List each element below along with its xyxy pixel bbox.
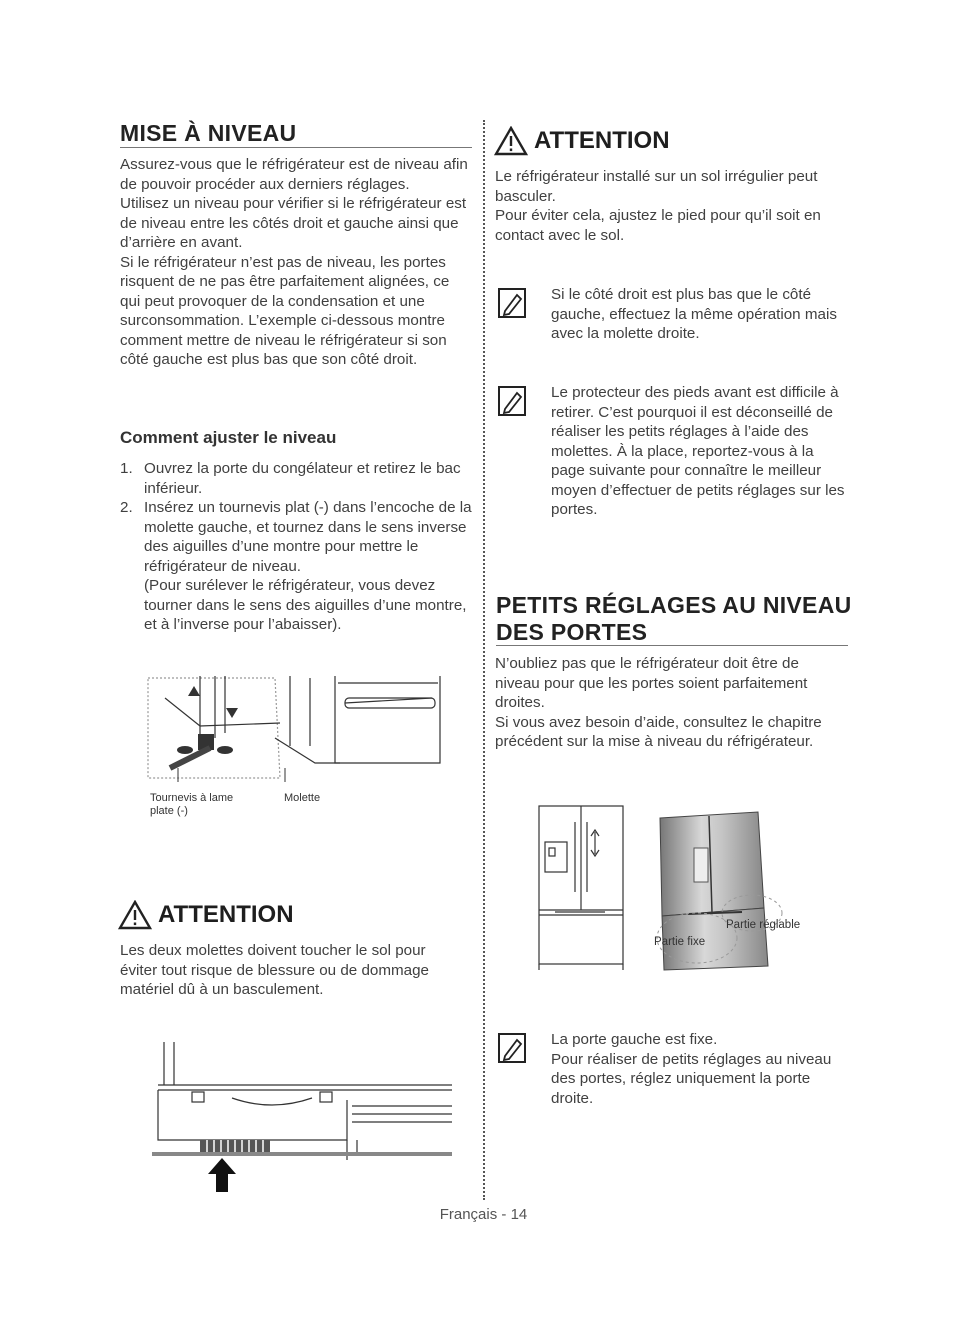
warning-icon [494, 126, 528, 156]
step-text: Insérez un tournevis plat (-) dans l’encoche de la molette gauche, et tournez dans le sens inverse des aiguilles d’une montre pour mettre le réfrigérateur de niveau. [144, 499, 472, 575]
attention-title: ATTENTION [158, 901, 294, 928]
title-rule [496, 645, 848, 646]
note-icon [497, 287, 527, 319]
section-paragraph: N’oubliez pas que le réfrigérateur doit être de niveau pour que les portes soient parfaitement droites. [495, 655, 808, 711]
note-3 [497, 1030, 849, 1108]
attention-title: ATTENTION [534, 127, 670, 154]
subheading-comment-ajuster: Comment ajuster le niveau [120, 428, 337, 447]
caption-screwdriver: Tournevis à lame plate (-) [150, 792, 234, 817]
steps-list [120, 459, 472, 635]
intro-paragraph: Si le réfrigérateur n’est pas de niveau, les portes risquent de ne pas être parfaitement alignées, ce qui peut provoquer de la condensation et une surconsommation. L’exemple ci-dessous montre comment mettre de niveau le réfrigérateur si son côté gauche est plus bas que son côté droit. [120, 253, 450, 368]
list-item [120, 459, 472, 498]
section-paragraph: Si vous avez besoin d’aide, consultez le chapitre précédent sur la mise à niveau du réfrigérateur. [495, 713, 822, 750]
note-2 [497, 383, 849, 520]
section-title-petits-reglages-line2: DES PORTES [496, 619, 648, 645]
column-divider [483, 120, 485, 1200]
floor-contact-figure [152, 1040, 457, 1195]
leveling-wheel-figure [140, 668, 450, 786]
section-title-petits-reglages-line1: PETITS RÉGLAGES AU NIVEAU [496, 592, 852, 618]
step-text: Ouvrez la porte du congélateur et retirez le bac inférieur. [144, 460, 461, 497]
step-number: 1. [120, 460, 133, 477]
attention-paragraph: Pour éviter cela, ajustez le pied pour qu’il soit en contact avec le sol. [495, 207, 821, 244]
note-text: Le protecteur des pieds avant est difficile à retirer. C’est pourquoi il est déconseillé de réaliser les petits réglages à l’aide des molettes. À la place, reportez-vous à la page suivante pour connaître le meilleur moyen d’effectuer de petits réglages sur les portes. [551, 384, 845, 518]
attention-heading-left [118, 900, 294, 930]
step-number: 2. [120, 499, 133, 516]
note-line: La porte gauche est fixe. [551, 1031, 718, 1048]
attention-paragraph: Le réfrigérateur installé sur un sol irrégulier peut basculer. [495, 168, 818, 205]
note-icon [497, 1032, 527, 1064]
attention-heading-right [494, 126, 670, 156]
note-line: Pour réaliser de petits réglages au niveau des portes, réglez uniquement la porte droite. [551, 1050, 832, 1107]
warning-icon [118, 900, 152, 930]
intro-paragraph: Assurez-vous que le réfrigérateur est de niveau afin de pouvoir procéder aux derniers réglages. [120, 156, 468, 193]
intro-text [120, 155, 472, 370]
page-footer: Français - 14 [439, 1206, 528, 1223]
note-icon [497, 385, 527, 417]
note-text [551, 1030, 849, 1108]
step-extra-text: (Pour surélever le réfrigérateur, vous devez tourner dans le sens des aiguilles d’une montre, et à l’inverse pour l’abaisser). [144, 577, 467, 633]
attention-text-right [495, 167, 845, 245]
title-rule [120, 147, 472, 148]
intro-paragraph: Utilisez un niveau pour vérifier si le réfrigérateur est de niveau entre les côtés droit et gauche ainsi que d’arrière en avant. [120, 195, 467, 251]
note-text: Si le côté droit est plus bas que le côté gauche, effectuez la même opération mais avec la molette droite. [551, 286, 837, 342]
attention-text-left: Les deux molettes doivent toucher le sol pour éviter tout risque de blessure ou de dommage matériel dû à un basculement. [120, 942, 429, 998]
section-text-right [495, 654, 845, 752]
fridge-diagram-figure [535, 802, 630, 972]
label-fixed-part: Partie fixe [654, 936, 706, 948]
label-adjustable-part: Partie réglable [726, 919, 801, 931]
note-1 [497, 285, 849, 344]
list-item [120, 498, 472, 635]
section-title-mise-a-niveau: MISE À NIVEAU [120, 120, 297, 146]
caption-wheel: Molette [284, 792, 321, 804]
